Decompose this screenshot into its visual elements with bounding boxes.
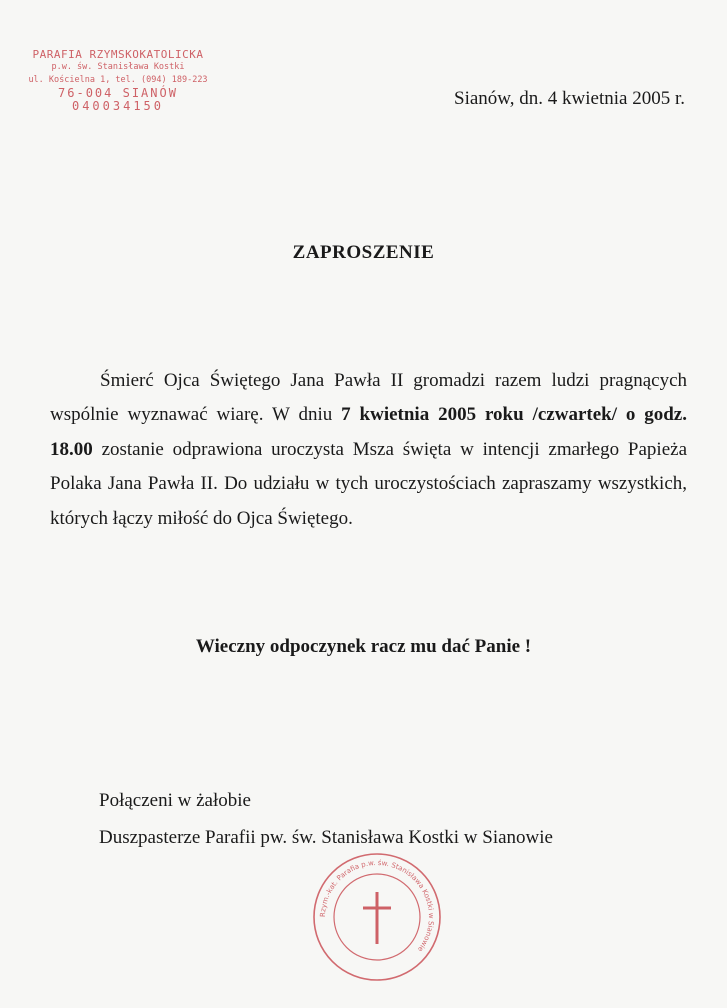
document-title: ZAPROSZENIE (292, 242, 435, 263)
body-text-bold-date: 7 kwietnia 2005 roku /czwartek/ o godz. 18.00 (50, 404, 687, 460)
document-date: Sianów, dn. 4 kwietnia 2005 r. (454, 88, 685, 109)
body-text-part-1: Śmierć Ojca Świętego Jana Pawła II gromadzi razem ludzi pragnących wspólnie wyznawać wiarę. W dniu (50, 370, 687, 426)
signature-line-1: Połączeni w żałobie (99, 790, 251, 811)
seal-ring-text: Rzym.-kat. Parafia p.w. św. Stanisława Kostki w Sianowie (318, 858, 436, 954)
stamp-line-3: ul. Kościelna 1, tel. (094) 189-223 (28, 75, 208, 85)
invitation-body (50, 364, 687, 536)
cross-icon (363, 892, 391, 944)
closing-prayer: Wieczny odpoczynek racz mu dać Panie ! (195, 636, 532, 657)
stamp-line-1: PARAFIA RZYMSKOKATOLICKA (32, 48, 204, 61)
stamp-line-5: 040034150 (71, 99, 165, 113)
parish-stamp (18, 48, 218, 113)
body-text-part-2: zostanie odprawiona uroczysta Msza święta w intencji zmarłego Papieża Polaka Jana Pawła II. Do udziału w tych uroczystościach zapraszamy wszystkich, których łączy miłość do Ojca Świętego. (50, 438, 687, 529)
stamp-line-4: 76-004 SIANÓW (58, 86, 178, 100)
stamp-line-2: p.w. św. Stanisława Kostki (51, 62, 185, 72)
round-seal-stamp (304, 852, 450, 982)
signature-line-2: Duszpasterze Parafii pw. św. Stanisława Kostki w Sianowie (99, 827, 553, 848)
